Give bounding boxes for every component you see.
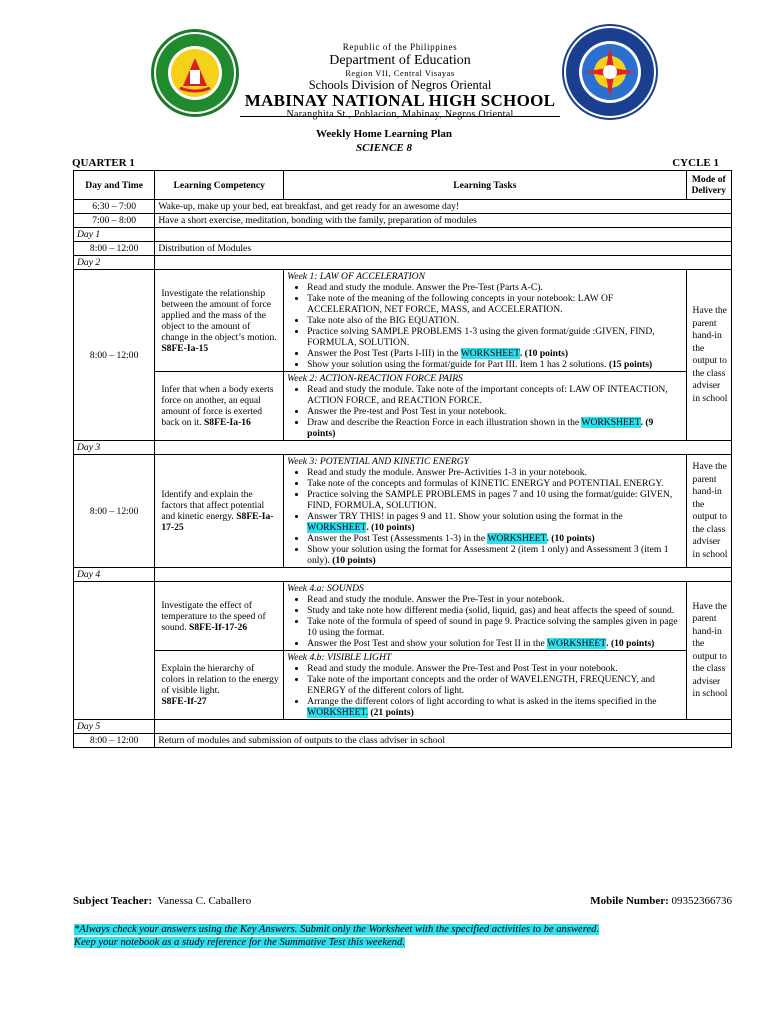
competency-cell bbox=[155, 582, 284, 651]
teacher-name: Vanessa C. Caballero bbox=[157, 895, 252, 907]
letterhead-rule bbox=[240, 116, 560, 117]
school-address: Naranghita St., Poblacion, Mabinay, Negros Oriental bbox=[286, 109, 514, 120]
mode-of-delivery: Have the parent hand-in the output to the class adviser in school bbox=[686, 270, 731, 441]
mobile-label: Mobile Number: bbox=[590, 895, 669, 907]
day-row bbox=[74, 228, 732, 242]
table-header-row bbox=[74, 171, 732, 200]
worksheet-highlight: WORKSHEET. bbox=[307, 707, 368, 718]
week-label: Week 2: ACTION-REACTION FORCE PAIRS bbox=[287, 373, 463, 384]
table-row bbox=[74, 372, 732, 441]
task-text: Draw and describe the Reaction Force in each illustration shown in the bbox=[307, 417, 580, 428]
task-item: • Study and take note how different media (solid, liquid, gas) and heat affects the speed of sound. bbox=[307, 605, 682, 616]
cycle-label: CYCLE 1 bbox=[672, 157, 719, 169]
day-label: Day 4 bbox=[74, 568, 155, 582]
task-item bbox=[307, 359, 682, 370]
note-line-2: Keep your notebook as a study reference for the Summative Test this weekend. bbox=[74, 937, 405, 948]
task-item: • Practice solving the SAMPLE PROBLEMS in pages 7 and 10 using the format/guide: GIVEN, FIND, FORMULA, SOLUTION. bbox=[307, 489, 682, 511]
region-label: Region VII, Central Visayas bbox=[345, 68, 455, 78]
day5-time: 8:00 – 12:00 bbox=[74, 734, 155, 748]
competency-text: Infer that when a body exerts force on another, an equal amount of force is exerted back on it. bbox=[161, 384, 274, 428]
mode-of-delivery: Have the parent hand-in the output to the class adviser in school bbox=[686, 455, 731, 568]
table-row bbox=[74, 734, 732, 748]
school-name: MABINAY NATIONAL HIGH SCHOOL bbox=[244, 91, 556, 110]
teacher-label: Subject Teacher: bbox=[73, 895, 153, 907]
mobile-value: 09352366736 bbox=[671, 895, 732, 907]
points: (21 points) bbox=[368, 707, 414, 718]
reminder-note bbox=[74, 923, 724, 949]
points: (15 points) bbox=[608, 359, 653, 370]
routine-task: Have a short exercise, meditation, bonding with the family, preparation of modules bbox=[155, 214, 732, 228]
task-item: • Take note of the meaning of the following concepts in your notebook: LAW OF ACCELERATION, NET FORCE, MASS, and ACCELERATION. bbox=[307, 293, 682, 315]
competency-cell bbox=[155, 455, 284, 568]
worksheet-highlight: WORKSHEET bbox=[581, 417, 641, 428]
table-row bbox=[74, 270, 732, 372]
table-row bbox=[74, 582, 732, 651]
note-line-1: *Always check your answers using the Key Answers. Submit only the Worksheet with the specified activities to be answered. bbox=[74, 924, 600, 935]
task-item: • Take note of the concepts and formulas of KINETIC ENERGY and POTENTIAL ENERGY. bbox=[307, 478, 682, 489]
routine-task: Wake-up, make up your bed, eat breakfast, and get ready for an awesome day! bbox=[155, 200, 732, 214]
plan-title: Weekly Home Learning Plan bbox=[316, 128, 452, 140]
task-item: • Read and study the module. Answer Pre-Activities 1-3 in your notebook. bbox=[307, 467, 682, 478]
header-tasks: Learning Tasks bbox=[284, 171, 686, 200]
table-row bbox=[74, 200, 732, 214]
day1-task: Distribution of Modules bbox=[155, 242, 732, 256]
learning-plan-table bbox=[73, 170, 732, 748]
routine-time: 6:30 – 7:00 bbox=[74, 200, 155, 214]
points: . (10 points) bbox=[366, 522, 415, 533]
week-label: Week 1: LAW OF ACCELERATION bbox=[287, 271, 426, 282]
header-mode: Mode of Delivery bbox=[686, 171, 731, 200]
day-row bbox=[74, 568, 732, 582]
task-text: Answer the Post Test and show your solution for Test II in the bbox=[307, 638, 545, 649]
competency-code: S8FE-If-17-26 bbox=[189, 621, 248, 633]
plan-subject: SCIENCE 8 bbox=[356, 142, 412, 154]
mode-of-delivery: Have the parent hand-in the output to the class adviser in school bbox=[686, 582, 731, 720]
tasks-cell bbox=[284, 270, 686, 372]
day-label: Day 2 bbox=[74, 256, 155, 270]
letterhead bbox=[0, 0, 768, 120]
task-item: • Read and study the module. Answer the Pre-Test and Post Test in your notebook. bbox=[307, 663, 682, 674]
worksheet-highlight: WORKSHEET bbox=[487, 533, 547, 544]
competency-code: S8FE-Ia-15 bbox=[161, 342, 209, 354]
week-label: Week 3: POTENTIAL AND KINETIC ENERGY bbox=[287, 456, 470, 467]
task-item bbox=[307, 544, 682, 566]
day3-time: 8:00 – 12:00 bbox=[74, 455, 155, 568]
tasks-cell bbox=[284, 455, 686, 568]
tasks-cell bbox=[284, 651, 686, 720]
mobile-info bbox=[590, 895, 732, 907]
task-item: • Answer the Pre-test and Post Test in your notebook. bbox=[307, 406, 682, 417]
header-day-time: Day and Time bbox=[74, 171, 155, 200]
competency-code: S8FE-Ia-16 bbox=[203, 417, 251, 428]
day5-task: Return of modules and submission of outputs to the class adviser in school bbox=[155, 734, 732, 748]
task-item bbox=[307, 417, 682, 439]
task-item bbox=[307, 638, 682, 649]
worksheet-highlight: WORKSHEET bbox=[546, 638, 607, 649]
day-row bbox=[74, 720, 732, 734]
task-item: • Take note also of the BIG EQUATION. bbox=[307, 315, 682, 326]
department-label: Department of Education bbox=[329, 53, 471, 68]
competency-cell bbox=[155, 651, 284, 720]
day-row bbox=[74, 441, 732, 455]
day4-time-cell bbox=[74, 582, 155, 720]
competency-text: Investigate the effect of temperature to the speed of sound. bbox=[161, 599, 266, 633]
competency-text: Explain the hierarchy of colors in relation to the energy of visible light. bbox=[161, 663, 279, 696]
header-competency: Learning Competency bbox=[155, 171, 284, 200]
table-row bbox=[74, 651, 732, 720]
task-text: Arrange the different colors of light according to what is asked in the items specified in the bbox=[307, 696, 657, 707]
points: (10 points) bbox=[332, 555, 376, 566]
letterhead-text bbox=[240, 42, 560, 120]
republic-label: Republic of the Philippines bbox=[342, 42, 458, 52]
task-item bbox=[307, 511, 682, 533]
task-text: Answer the Post Test (Parts I-III) in the bbox=[307, 348, 459, 359]
task-item: • Take note of the important concepts and the order of WAVELENGTH, FREQUENCY, and ENERGY of the different colors of light. bbox=[307, 674, 682, 696]
quarter-label: QUARTER 1 bbox=[72, 157, 135, 169]
deped-seal-icon bbox=[562, 24, 658, 120]
task-text: Show your solution using the format for Assessment 2 (item 1 only) and Assessment 3 (item 1 only). bbox=[307, 544, 669, 566]
day1-time: 8:00 – 12:00 bbox=[74, 242, 155, 256]
task-item: • Practice solving SAMPLE PROBLEMS 1-3 using the given format/guide :GIVEN, FIND, FORMULA, SOLUTION. bbox=[307, 326, 682, 348]
competency-code: S8FE-If-27 bbox=[161, 696, 207, 707]
task-item: • Read and study the module. Answer the Pre-Test (Parts A-C). bbox=[307, 282, 682, 293]
task-item bbox=[307, 696, 682, 718]
competency-cell bbox=[155, 270, 284, 372]
task-text: Answer TRY THIS! in pages 9 and 11. Show your solution using the format in the bbox=[307, 511, 623, 522]
table-row bbox=[74, 214, 732, 228]
points: . (10 points) bbox=[519, 348, 569, 359]
competency-text: Identify and explain the factors that affect potential and kinetic energy. bbox=[161, 489, 265, 522]
task-text: Show your solution using the format/guide for Part III. Item 1 has 2 solutions. bbox=[307, 359, 607, 370]
competency-code: S8FE-Ia-17-25 bbox=[161, 511, 274, 533]
day-row bbox=[74, 256, 732, 270]
week-label: Week 4.b: VISIBLE LIGHT bbox=[287, 652, 392, 663]
day-label: Day 3 bbox=[74, 441, 155, 455]
competency-text: Investigate the relationship between the amount of force applied and the mass of the object to the amount of change in the object’s motion. bbox=[161, 287, 277, 343]
task-text: Answer the Post Test (Assessments 1-3) in the bbox=[307, 533, 486, 544]
routine-time: 7:00 – 8:00 bbox=[74, 214, 155, 228]
day-label: Day 1 bbox=[74, 228, 155, 242]
task-item: • Take note of the formula of speed of sound in page 9. Practice solving the samples given in page 10 using the format. bbox=[307, 616, 682, 638]
points: . (9 points) bbox=[307, 417, 654, 439]
tasks-cell bbox=[284, 582, 686, 651]
week-label: Week 4.a: SOUNDS bbox=[287, 583, 364, 594]
worksheet-highlight: WORKSHEET bbox=[307, 522, 367, 533]
points: . (10 points) bbox=[546, 533, 595, 544]
teacher-info bbox=[73, 895, 251, 907]
task-item: • Read and study the module. Take note of the important concepts of: LAW OF INTEACTION, ACTION FORCE, and REACTION FORCE. bbox=[307, 384, 682, 406]
school-seal-icon bbox=[150, 28, 240, 118]
table-row bbox=[74, 242, 732, 256]
task-item bbox=[307, 533, 682, 544]
day-label: Day 5 bbox=[74, 720, 155, 734]
tasks-cell bbox=[284, 372, 686, 441]
competency-cell bbox=[155, 372, 284, 441]
division-label: Schools Division of Negros Oriental bbox=[308, 78, 492, 92]
worksheet-highlight: WORKSHEET bbox=[460, 348, 520, 359]
task-item: • Read and study the module. Answer the Pre-Test in your notebook. bbox=[307, 594, 682, 605]
task-item bbox=[307, 348, 682, 359]
table-row bbox=[74, 455, 732, 568]
day2-time: 8:00 – 12:00 bbox=[74, 270, 155, 441]
points: . (10 points) bbox=[606, 638, 655, 649]
